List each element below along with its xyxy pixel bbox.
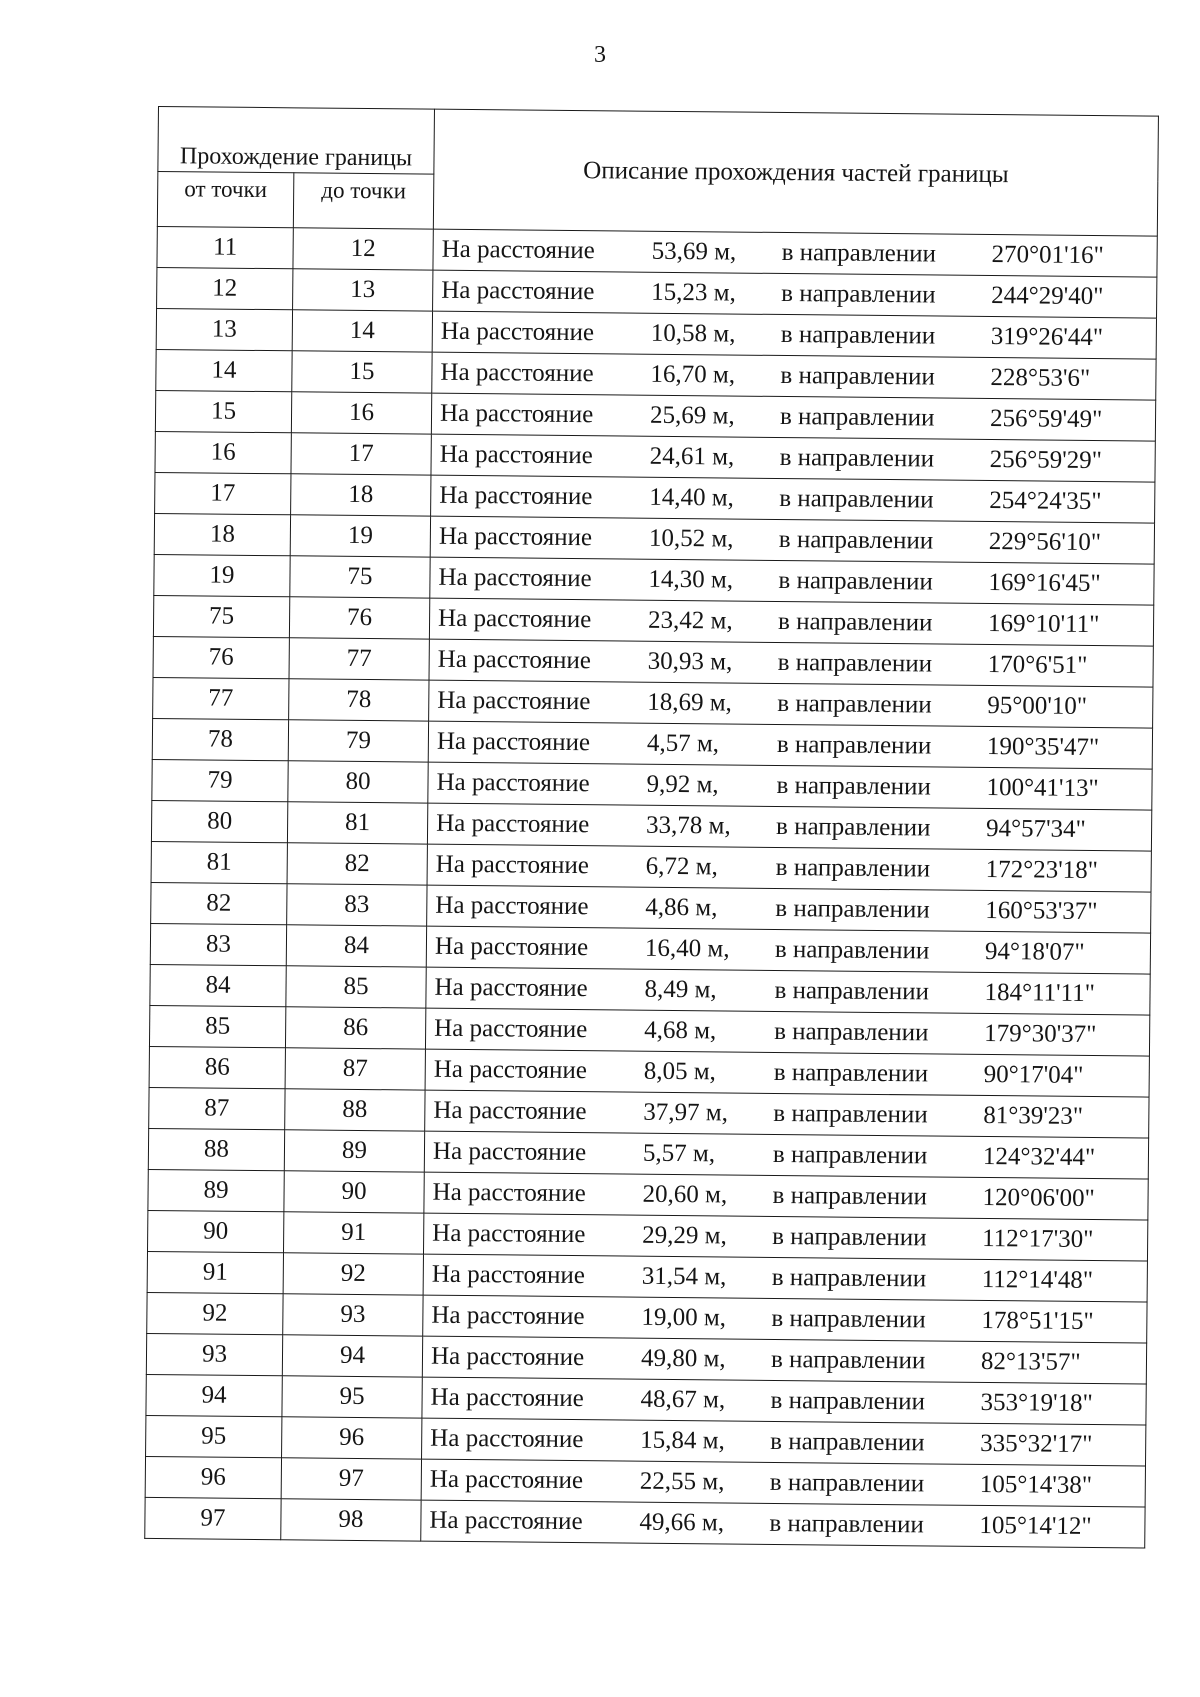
description-line [434, 1015, 1149, 1050]
distance-label: На расстояние [439, 399, 594, 429]
distance-value: 49,80 м, [640, 1344, 726, 1373]
description-line [438, 564, 1153, 599]
direction-angle: 160°53'37" [985, 896, 1098, 926]
distance-label: На расстояние [429, 1506, 583, 1536]
description-line [432, 1179, 1147, 1214]
from-point-cell: 82 [151, 882, 287, 924]
description-cell [428, 721, 1152, 769]
description-line [440, 359, 1155, 394]
to-point-cell: 82 [287, 843, 427, 885]
direction-angle: 353°19'18" [980, 1388, 1093, 1418]
direction-angle: 170°6'51" [987, 650, 1088, 679]
distance-value: 48,67 м, [640, 1385, 726, 1414]
from-point-cell: 81 [151, 841, 287, 883]
direction-label: в направлении [775, 894, 930, 924]
description-line [430, 1425, 1145, 1460]
distance-value: 10,58 м, [650, 319, 736, 348]
distance-value: 6,72 м, [645, 852, 718, 881]
distance-label: На расстояние [440, 358, 594, 388]
from-point-cell: 80 [151, 800, 287, 842]
direction-angle: 94°57'34" [985, 814, 1086, 843]
distance-value: 33,78 м, [646, 811, 731, 840]
from-point-cell: 14 [156, 349, 292, 391]
direction-label: в направлении [770, 1427, 925, 1457]
distance-value: 20,60 м, [642, 1180, 728, 1209]
direction-label: в направлении [769, 1468, 925, 1498]
to-point-cell: 77 [289, 638, 429, 680]
description-line [441, 318, 1156, 353]
from-point-cell: 78 [152, 718, 288, 760]
direction-angle: 81°39'23" [983, 1101, 1084, 1130]
direction-angle: 256°59'49" [989, 405, 1103, 434]
distance-label: На расстояние [441, 276, 595, 306]
description-line [439, 482, 1154, 517]
direction-angle: 124°32'44" [982, 1142, 1096, 1172]
direction-label: в направлении [778, 525, 934, 555]
description-cell [424, 1213, 1148, 1261]
direction-label: в направлении [775, 812, 931, 842]
description-cell [433, 229, 1157, 277]
direction-label: в направлении [781, 279, 936, 309]
description-cell [425, 1008, 1149, 1056]
description-line [435, 933, 1150, 968]
distance-value: 37,97 м, [643, 1098, 729, 1127]
distance-label: На расстояние [437, 604, 592, 634]
distance-value: 31,54 м, [641, 1262, 727, 1291]
distance-value: 15,84 м, [640, 1426, 725, 1455]
direction-angle: 256°59'29" [989, 446, 1103, 475]
table-header [157, 107, 1158, 237]
description-cell [425, 1090, 1149, 1138]
distance-label: На расстояние [437, 686, 591, 716]
to-point-cell: 13 [293, 269, 433, 311]
distance-label: На расстояние [432, 1137, 587, 1167]
distance-value: 25,69 м, [649, 401, 735, 430]
description-line [440, 441, 1155, 476]
to-point-cell: 92 [283, 1253, 423, 1295]
direction-angle: 229°56'10" [988, 527, 1102, 557]
header-description: Описание прохождения частей границы [433, 109, 1158, 236]
to-point-cell: 91 [283, 1212, 423, 1254]
direction-angle: 112°17'30" [982, 1224, 1094, 1254]
from-point-cell: 77 [153, 677, 289, 719]
description-cell [423, 1295, 1147, 1343]
distance-value: 4,57 м, [646, 729, 720, 758]
header-to-point: до точки [293, 173, 434, 229]
to-point-cell: 81 [287, 802, 427, 844]
distance-label: На расстояние [438, 563, 592, 593]
description-line [431, 1343, 1146, 1378]
distance-value: 24,61 м, [649, 442, 735, 471]
direction-label: в направлении [779, 484, 934, 514]
direction-label: в направлении [777, 607, 933, 637]
description-cell [426, 967, 1150, 1015]
to-point-cell: 15 [292, 351, 432, 393]
distance-value: 4,68 м, [644, 1016, 717, 1045]
description-cell [421, 1500, 1145, 1548]
description-cell [429, 680, 1153, 728]
distance-value: 16,70 м, [650, 360, 736, 389]
from-point-cell: 87 [149, 1087, 285, 1129]
description-cell [427, 803, 1151, 851]
description-line [432, 1261, 1147, 1296]
to-point-cell: 96 [282, 1417, 422, 1459]
distance-value: 16,40 м, [644, 934, 730, 963]
direction-label: в направлении [780, 361, 935, 391]
description-line [433, 1097, 1148, 1132]
direction-label: в направлении [779, 402, 935, 432]
distance-label: На расстояние [433, 1096, 587, 1126]
description-cell [431, 393, 1155, 441]
from-point-cell: 88 [148, 1128, 284, 1170]
direction-angle: 179°30'37" [984, 1019, 1097, 1049]
direction-label: в направлении [779, 443, 935, 473]
from-point-cell: 97 [145, 1497, 281, 1539]
direction-angle: 169°16'45" [988, 568, 1101, 598]
page-number: 3 [594, 42, 606, 68]
direction-label: в направлении [769, 1509, 924, 1539]
from-point-cell: 91 [147, 1251, 283, 1293]
from-point-cell: 83 [150, 923, 286, 965]
description-line [441, 277, 1156, 312]
description-cell [421, 1459, 1145, 1507]
description-line [440, 400, 1155, 435]
description-line [431, 1302, 1146, 1337]
direction-label: в направлении [774, 1017, 929, 1047]
description-line [442, 236, 1157, 271]
distance-label: На расстояние [437, 645, 592, 675]
distance-label: На расстояние [435, 891, 589, 921]
description-line [438, 646, 1153, 681]
from-point-cell: 85 [149, 1005, 285, 1047]
distance-value: 18,69 м, [647, 688, 733, 717]
distance-value: 14,40 м, [649, 483, 734, 512]
distance-value: 30,93 м, [647, 647, 733, 676]
direction-angle: 112°14'48" [981, 1265, 1094, 1295]
description-cell [427, 885, 1151, 933]
from-point-cell: 76 [153, 636, 289, 678]
description-cell [424, 1131, 1148, 1179]
description-cell [426, 926, 1150, 974]
direction-label: в направлении [777, 689, 932, 719]
direction-angle: 319°26'44" [990, 323, 1104, 352]
description-line [430, 1384, 1145, 1419]
description-line [437, 728, 1152, 763]
to-point-cell: 98 [281, 1499, 421, 1541]
distance-value: 14,30 м, [648, 565, 734, 594]
from-point-cell: 93 [146, 1333, 282, 1375]
description-cell [429, 598, 1153, 646]
distance-value: 29,29 м, [642, 1221, 727, 1250]
from-point-cell: 19 [154, 554, 290, 596]
distance-value: 53,69 м, [651, 237, 737, 266]
distance-label: На расстояние [430, 1383, 584, 1413]
direction-label: в направлении [777, 648, 933, 678]
distance-label: На расстояние [431, 1260, 586, 1290]
direction-label: в направлении [770, 1345, 926, 1375]
to-point-cell: 97 [281, 1458, 421, 1500]
distance-label: На расстояние [434, 932, 589, 962]
distance-value: 9,92 м, [646, 770, 719, 799]
description-cell [431, 475, 1155, 523]
description-line [438, 605, 1153, 640]
direction-label: в направлении [774, 935, 930, 965]
distance-label: На расстояние [433, 1055, 588, 1085]
distance-label: На расстояние [431, 1301, 585, 1331]
distance-label: На расстояние [438, 522, 593, 552]
boundary-table-wrapper [144, 106, 1158, 1549]
to-point-cell: 14 [292, 310, 432, 352]
to-point-cell: 80 [288, 761, 428, 803]
distance-label: На расстояние [439, 440, 593, 470]
direction-label: в направлении [771, 1263, 927, 1293]
header-from-point: от точки [157, 172, 294, 228]
to-point-cell: 76 [289, 597, 429, 639]
to-point-cell: 87 [285, 1048, 425, 1090]
to-point-cell: 94 [282, 1335, 422, 1377]
description-cell [423, 1254, 1147, 1302]
distance-value: 15,23 м, [651, 278, 736, 307]
description-line [436, 851, 1151, 886]
from-point-cell: 90 [148, 1210, 284, 1252]
distance-label: На расстояние [436, 768, 590, 798]
to-point-cell: 17 [291, 433, 431, 475]
description-cell [433, 270, 1157, 318]
to-point-cell: 75 [290, 556, 430, 598]
direction-angle: 120°06'00" [982, 1183, 1095, 1213]
description-cell [427, 844, 1151, 892]
distance-value: 22,55 м, [639, 1467, 725, 1496]
from-point-cell: 12 [157, 267, 293, 309]
header-boundary-passage: Прохождение границы [158, 107, 435, 175]
to-point-cell: 85 [286, 966, 426, 1008]
from-point-cell: 13 [156, 308, 292, 350]
distance-value: 19,00 м, [641, 1303, 727, 1332]
description-line [434, 974, 1149, 1009]
distance-value: 10,52 м, [648, 524, 734, 553]
from-point-cell: 89 [148, 1169, 284, 1211]
direction-label: в направлении [772, 1181, 928, 1211]
table-body [145, 226, 1158, 1548]
description-cell [422, 1418, 1146, 1466]
from-point-cell: 92 [147, 1292, 283, 1334]
description-cell [431, 434, 1155, 482]
from-point-cell: 96 [145, 1456, 281, 1498]
distance-label: На расстояние [434, 973, 588, 1003]
description-cell [429, 639, 1153, 687]
distance-label: На расстояние [436, 727, 591, 757]
table-row [145, 1497, 1145, 1548]
direction-angle: 90°17'04" [983, 1060, 1084, 1089]
description-line [436, 769, 1151, 804]
description-line [430, 1466, 1145, 1501]
to-point-cell: 79 [288, 720, 428, 762]
to-point-cell: 90 [284, 1171, 424, 1213]
to-point-cell: 18 [291, 474, 431, 516]
to-point-cell: 83 [287, 884, 427, 926]
distance-label: На расстояние [441, 235, 595, 265]
to-point-cell: 16 [291, 392, 431, 434]
to-point-cell: 19 [290, 515, 430, 557]
distance-label: На расстояние [439, 481, 593, 511]
direction-label: в направлении [781, 238, 937, 268]
direction-label: в направлении [775, 853, 931, 883]
direction-label: в направлении [772, 1222, 927, 1252]
description-cell [430, 516, 1154, 564]
from-point-cell: 11 [157, 226, 293, 268]
description-cell [422, 1377, 1146, 1425]
direction-angle: 100°41'13" [986, 773, 1099, 803]
distance-label: На расстояние [430, 1424, 584, 1454]
direction-label: в направлении [770, 1386, 926, 1416]
from-point-cell: 94 [146, 1374, 282, 1416]
direction-label: в направлении [773, 1099, 928, 1129]
direction-angle: 228°53'6" [990, 364, 1091, 392]
distance-value: 5,57 м, [642, 1139, 716, 1168]
to-point-cell: 95 [282, 1376, 422, 1418]
direction-angle: 82°13'57" [980, 1347, 1081, 1376]
direction-angle: 184°11'11" [984, 978, 1096, 1008]
description-cell [424, 1172, 1148, 1220]
direction-angle: 270°01'16" [991, 241, 1104, 270]
distance-label: На расстояние [436, 809, 590, 839]
to-point-cell: 12 [293, 228, 433, 270]
from-point-cell: 79 [152, 759, 288, 801]
to-point-cell: 93 [283, 1294, 423, 1336]
direction-label: в направлении [774, 976, 930, 1006]
direction-angle: 172°23'18" [985, 855, 1099, 885]
direction-angle: 178°51'15" [981, 1306, 1094, 1336]
direction-label: в направлении [772, 1140, 928, 1170]
description-line [437, 687, 1152, 722]
from-point-cell: 86 [149, 1046, 285, 1088]
to-point-cell: 78 [289, 679, 429, 721]
direction-angle: 335°32'17" [980, 1429, 1093, 1459]
description-cell [428, 762, 1152, 810]
direction-label: в направлении [776, 771, 932, 801]
description-cell [425, 1049, 1149, 1097]
boundary-table [144, 106, 1159, 1549]
description-cell [432, 311, 1156, 359]
description-line [433, 1138, 1148, 1173]
distance-label: На расстояние [429, 1465, 584, 1495]
direction-angle: 105°14'38" [979, 1470, 1093, 1500]
description-line [435, 892, 1150, 927]
distance-value: 8,49 м, [644, 975, 717, 1004]
direction-angle: 254°24'35" [989, 486, 1102, 516]
direction-label: в направлении [773, 1058, 929, 1088]
from-point-cell: 16 [155, 431, 291, 473]
direction-angle: 244°29'40" [991, 282, 1104, 311]
from-point-cell: 95 [146, 1415, 282, 1457]
distance-label: На расстояние [432, 1219, 586, 1249]
distance-value: 49,66 м, [639, 1508, 725, 1537]
direction-angle: 190°35'47" [986, 732, 1100, 762]
direction-label: в направлении [778, 566, 933, 596]
from-point-cell: 18 [154, 513, 290, 555]
to-point-cell: 88 [285, 1089, 425, 1131]
description-line [432, 1220, 1147, 1255]
distance-value: 23,42 м, [647, 606, 733, 635]
description-line [429, 1507, 1144, 1542]
description-cell [432, 352, 1156, 400]
description-cell [430, 557, 1154, 605]
distance-label: На расстояние [432, 1178, 586, 1208]
description-line [439, 523, 1154, 558]
from-point-cell: 17 [155, 472, 291, 514]
from-point-cell: 75 [153, 595, 289, 637]
to-point-cell: 89 [284, 1130, 424, 1172]
direction-angle: 94°18'07" [984, 937, 1085, 966]
to-point-cell: 84 [286, 925, 426, 967]
description-line [436, 810, 1151, 845]
distance-label: На расстояние [435, 850, 590, 880]
direction-label: в направлении [780, 320, 936, 350]
description-cell [422, 1336, 1146, 1384]
distance-label: На расстояние [440, 317, 595, 347]
from-point-cell: 84 [150, 964, 286, 1006]
to-point-cell: 86 [285, 1007, 425, 1049]
direction-label: в направлении [771, 1304, 926, 1334]
distance-label: На расстояние [434, 1014, 588, 1044]
distance-value: 4,86 м, [645, 893, 718, 922]
distance-value: 8,05 м, [643, 1057, 716, 1086]
description-line [434, 1056, 1149, 1091]
from-point-cell: 15 [155, 390, 291, 432]
direction-angle: 95°00'10" [987, 691, 1088, 720]
direction-angle: 105°14'12" [979, 1511, 1092, 1541]
direction-label: в направлении [776, 730, 932, 760]
distance-label: На расстояние [430, 1342, 585, 1372]
direction-angle: 169°10'11" [987, 609, 1100, 639]
